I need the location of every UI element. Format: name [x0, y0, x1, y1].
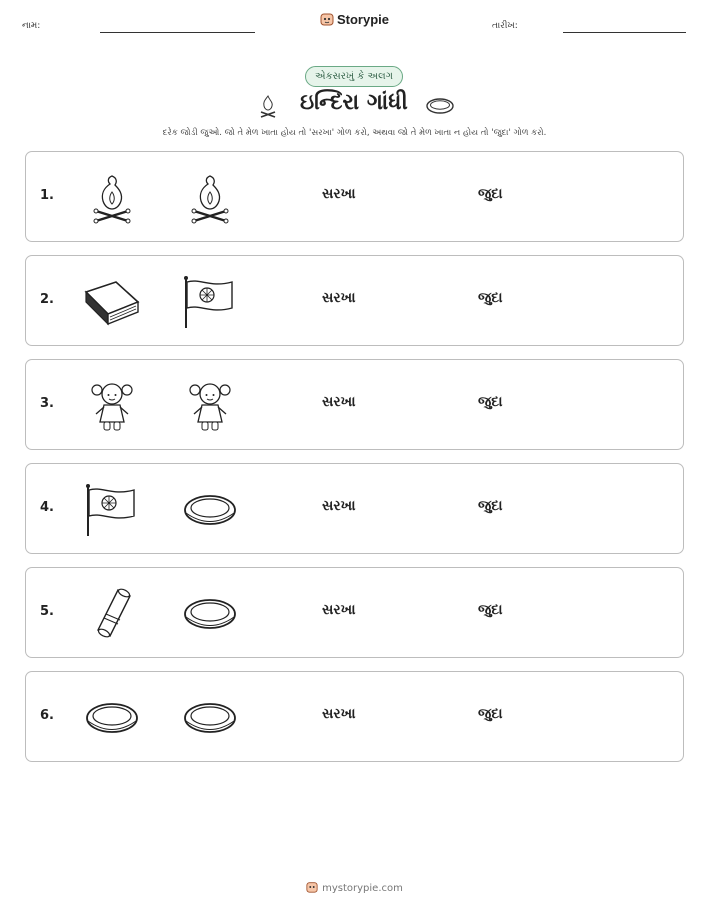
option-same[interactable]: સરખા	[322, 290, 356, 306]
row-card	[25, 255, 684, 346]
row-number: 2.	[40, 292, 54, 307]
row-number: 3.	[40, 396, 54, 411]
storypie-logo-icon	[320, 12, 334, 26]
doll-icon	[182, 378, 238, 434]
footer-url[interactable]: mystorypie.com	[322, 883, 403, 894]
title-row	[0, 88, 709, 124]
bangle-icon	[182, 690, 238, 746]
campfire-icon	[258, 94, 278, 118]
activity-badge: એકસરખું કે અલગ	[305, 66, 403, 87]
instructions: દરેક જોડી જુઓ. જો તે મેળ ખાતા હોય તો 'સરખા' ગોળ કરો, અથવા જો તે મેળ ખાતા ન હોય તો 'જુદા' ગોળ કરો.	[162, 128, 547, 138]
flag-icon	[182, 274, 238, 330]
option-different[interactable]: જુદા	[478, 290, 503, 306]
storypie-logo-icon	[306, 881, 318, 893]
option-different[interactable]: જુદા	[478, 498, 503, 514]
row-number: 4.	[40, 500, 54, 515]
campfire-icon	[182, 170, 238, 226]
option-same[interactable]: સરખા	[322, 706, 356, 722]
option-same[interactable]: સરખા	[322, 498, 356, 514]
option-different[interactable]: જુદા	[478, 706, 503, 722]
option-different[interactable]: જુદા	[478, 394, 503, 410]
doll-icon	[84, 378, 140, 434]
bangle-icon	[182, 482, 238, 538]
campfire-icon	[84, 170, 140, 226]
row-card	[25, 567, 684, 658]
brand-logo	[0, 12, 709, 27]
page-title: ઇન્દિરા ગાંધી	[300, 90, 408, 115]
option-different[interactable]: જુદા	[478, 186, 503, 202]
date-field[interactable]	[563, 32, 686, 33]
date-label: તારીખ:	[492, 21, 518, 31]
option-same[interactable]: સરખા	[322, 602, 356, 618]
bangle-icon	[182, 586, 238, 642]
flag-icon	[84, 482, 140, 538]
option-same[interactable]: સરખા	[322, 186, 356, 202]
scroll-icon	[84, 586, 140, 642]
footer	[0, 881, 709, 894]
brand-name: Storypie	[336, 12, 389, 27]
name-label: નામ:	[22, 21, 41, 31]
row-card	[25, 463, 684, 554]
option-same[interactable]: સરખા	[322, 394, 356, 410]
bangle-icon	[425, 96, 455, 116]
name-field[interactable]	[100, 32, 255, 33]
row-card	[25, 151, 684, 242]
option-different[interactable]: જુદા	[478, 602, 503, 618]
row-number: 5.	[40, 604, 54, 619]
row-number: 1.	[40, 188, 54, 203]
book-icon	[84, 274, 140, 330]
bangle-icon	[84, 690, 140, 746]
row-card	[25, 671, 684, 762]
row-card	[25, 359, 684, 450]
row-number: 6.	[40, 708, 54, 723]
